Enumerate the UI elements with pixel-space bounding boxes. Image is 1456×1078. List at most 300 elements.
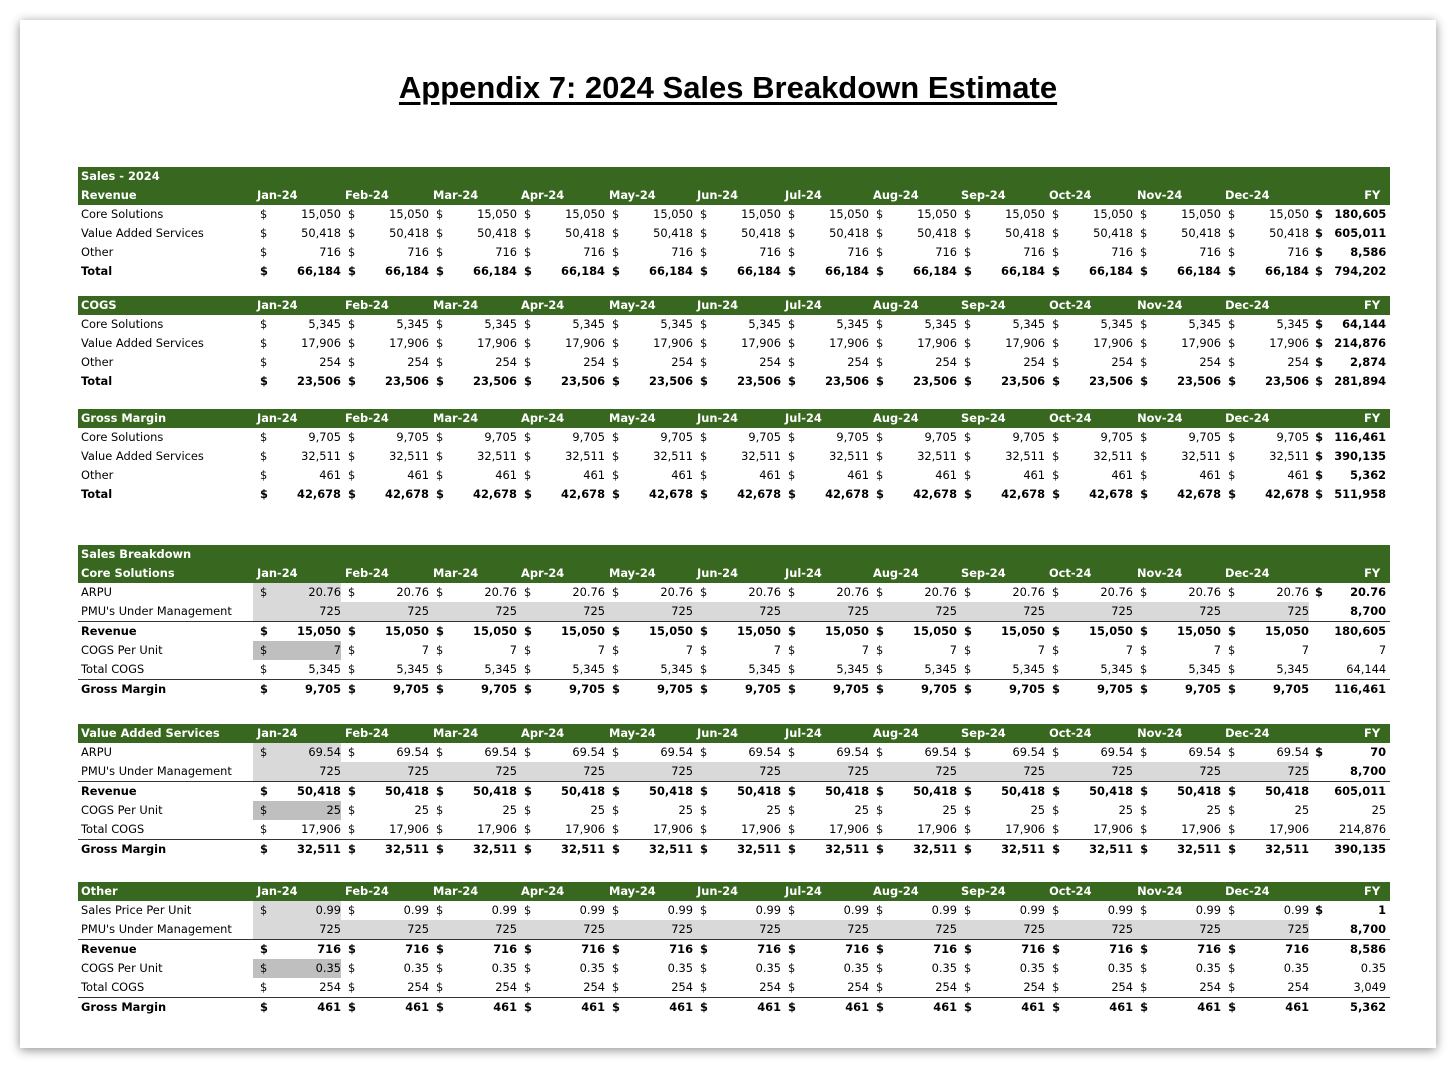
cell-value: 32,511 xyxy=(649,842,694,856)
currency-symbol: $ xyxy=(253,901,267,920)
cell-value: 716 xyxy=(619,940,693,960)
section-title: Core Solutions xyxy=(78,564,253,583)
cell-value: 5,345 xyxy=(355,660,429,680)
currency-symbol: $ xyxy=(524,1000,532,1014)
currency-symbol xyxy=(429,602,443,622)
month-header-jun-24: Jun-24 xyxy=(693,409,781,428)
currency-symbol: $ xyxy=(260,317,268,331)
currency-symbol: $ xyxy=(781,820,795,840)
currency-symbol: $ xyxy=(964,842,972,856)
currency-symbol: $ xyxy=(1045,660,1059,680)
cell-value: 716 xyxy=(883,940,957,960)
currency-symbol: $ xyxy=(1140,682,1148,696)
currency-symbol: $ xyxy=(260,682,268,696)
fy-total: 8,586 xyxy=(1323,940,1390,960)
cell-value: 15,050 xyxy=(1181,207,1221,221)
currency-symbol: $ xyxy=(700,961,708,975)
row-label: Value Added Services xyxy=(81,226,204,240)
currency-symbol: $ xyxy=(436,745,444,759)
currency-symbol xyxy=(429,762,443,782)
currency-symbol: $ xyxy=(1133,782,1147,802)
currency-symbol: $ xyxy=(964,336,972,350)
currency-symbol: $ xyxy=(788,336,796,350)
cell-value: 461 xyxy=(1109,1000,1134,1014)
cell-value: 0.99 xyxy=(1107,903,1134,917)
currency-symbol: $ xyxy=(1052,264,1060,278)
row-label: Other xyxy=(81,245,114,259)
currency-symbol: $ xyxy=(348,449,356,463)
cell-value: 17,906 xyxy=(355,820,429,840)
cell-value: 25 xyxy=(1030,803,1046,817)
cell-value: 716 xyxy=(1287,245,1309,259)
currency-symbol xyxy=(781,762,795,782)
cell-value: 5,345 xyxy=(1012,317,1046,331)
currency-symbol: $ xyxy=(436,468,444,482)
currency-symbol: $ xyxy=(524,842,532,856)
currency-symbol xyxy=(781,920,795,940)
cell-value: 254 xyxy=(935,355,958,369)
cell-value: 0.99 xyxy=(491,903,517,917)
cell-value: 17,906 xyxy=(565,336,606,350)
cell-value: 5,345 xyxy=(396,317,429,331)
month-header-nov-24: Nov-24 xyxy=(1133,409,1221,428)
currency-symbol: $ xyxy=(524,355,532,369)
currency-symbol: $ xyxy=(436,903,444,917)
currency-symbol: $ xyxy=(957,660,971,680)
cell-value: 32,511 xyxy=(477,449,517,463)
cell-value: 725 xyxy=(707,920,781,940)
currency-symbol: $ xyxy=(524,449,532,463)
cell-value: 254 xyxy=(671,355,694,369)
currency-symbol: $ xyxy=(1052,682,1060,696)
currency-symbol xyxy=(1133,602,1147,622)
cell-value: 69.54 xyxy=(748,745,782,759)
currency-symbol: $ xyxy=(253,978,267,998)
currency-symbol: $ xyxy=(253,743,267,762)
currency-symbol: $ xyxy=(788,355,796,369)
cell-value: 9,705 xyxy=(1276,430,1310,444)
cell-value: 5,345 xyxy=(748,317,782,331)
cell-value: 7 xyxy=(267,641,341,660)
currency-symbol: $ xyxy=(1140,317,1148,331)
cell-value: 716 xyxy=(583,245,605,259)
currency-symbol: $ xyxy=(429,622,443,642)
cell-value: 254 xyxy=(1287,355,1310,369)
month-header-aug-24: Aug-24 xyxy=(869,296,957,315)
fy-currency-symbol xyxy=(1309,622,1323,642)
cell-value: 20.76 xyxy=(924,585,957,599)
currency-symbol xyxy=(693,602,707,622)
currency-symbol: $ xyxy=(1228,226,1236,240)
currency-symbol: $ xyxy=(693,782,707,802)
month-header-jul-24: Jul-24 xyxy=(781,296,869,315)
cell-value: 0.35 xyxy=(1283,961,1310,975)
table-row xyxy=(78,901,1390,920)
currency-symbol: $ xyxy=(517,622,531,642)
currency-symbol: $ xyxy=(260,1000,268,1014)
currency-symbol: $ xyxy=(260,842,268,856)
currency-symbol: $ xyxy=(693,940,707,960)
currency-symbol: $ xyxy=(1140,449,1148,463)
currency-symbol: $ xyxy=(1221,820,1235,840)
cell-value: 9,705 xyxy=(656,682,693,696)
currency-symbol: $ xyxy=(1052,643,1060,657)
cell-value: 69.54 xyxy=(1188,745,1222,759)
fy-total: 180,605 xyxy=(1334,207,1387,221)
cell-value: 23,506 xyxy=(913,374,958,388)
table-row xyxy=(78,940,1390,960)
cell-value: 50,418 xyxy=(883,782,957,802)
cell-value: 725 xyxy=(619,602,693,622)
currency-symbol: $ xyxy=(436,355,444,369)
currency-symbol: $ xyxy=(1045,978,1059,998)
currency-symbol: $ xyxy=(1052,207,1060,221)
cell-value: 42,678 xyxy=(297,487,341,501)
cell-value: 461 xyxy=(407,468,429,482)
currency-symbol: $ xyxy=(788,449,796,463)
cell-value: 5,345 xyxy=(267,660,341,680)
fy-total: 214,876 xyxy=(1334,336,1387,350)
cell-value: 5,345 xyxy=(484,317,517,331)
currency-symbol: $ xyxy=(781,782,795,802)
cell-value: 15,050 xyxy=(301,207,341,221)
cell-value: 50,418 xyxy=(1147,782,1221,802)
table-row xyxy=(78,801,1390,820)
cell-value: 9,705 xyxy=(480,682,517,696)
cell-value: 461 xyxy=(1287,468,1310,482)
cell-value: 66,184 xyxy=(737,264,781,278)
currency-symbol: $ xyxy=(260,207,268,221)
cell-value: 461 xyxy=(1197,1000,1222,1014)
table-row xyxy=(78,680,1390,700)
currency-symbol xyxy=(957,762,971,782)
cell-value: 69.54 xyxy=(396,745,429,759)
month-header-oct-24: Oct-24 xyxy=(1045,882,1133,901)
cogs-table xyxy=(78,296,1390,391)
cell-value: 0.35 xyxy=(1019,961,1046,975)
cell-value: 9,705 xyxy=(1272,682,1309,696)
page-title: Appendix 7: 2024 Sales Breakdown Estimate xyxy=(398,70,1058,105)
fy-total: 214,876 xyxy=(1323,820,1390,840)
group-title: Sales Breakdown xyxy=(78,545,1390,564)
cell-value: 254 xyxy=(971,978,1045,998)
cell-value: 254 xyxy=(1059,978,1133,998)
cell-value: 725 xyxy=(1059,920,1133,940)
cell-value: 9,705 xyxy=(1096,682,1133,696)
month-header-feb-24: Feb-24 xyxy=(341,186,429,205)
fy-currency-symbol xyxy=(1309,940,1323,960)
currency-symbol: $ xyxy=(964,449,972,463)
currency-symbol: $ xyxy=(781,978,795,998)
cell-value: 0.99 xyxy=(843,903,870,917)
currency-symbol: $ xyxy=(436,264,444,278)
cell-value: 17,906 xyxy=(531,820,605,840)
currency-symbol: $ xyxy=(260,468,268,482)
currency-symbol: $ xyxy=(869,782,883,802)
cell-value: 725 xyxy=(355,762,429,782)
currency-symbol: $ xyxy=(781,940,795,960)
cell-value: 32,511 xyxy=(1265,842,1310,856)
currency-symbol: $ xyxy=(1140,745,1148,759)
cell-value: 15,050 xyxy=(267,622,341,642)
currency-symbol: $ xyxy=(876,842,884,856)
currency-symbol: $ xyxy=(869,820,883,840)
table-row xyxy=(78,782,1390,802)
currency-symbol: $ xyxy=(876,264,884,278)
month-header-feb-24: Feb-24 xyxy=(341,882,429,901)
currency-symbol: $ xyxy=(700,336,708,350)
currency-symbol: $ xyxy=(1052,245,1060,259)
currency-symbol: $ xyxy=(524,643,532,657)
month-header-sep-24: Sep-24 xyxy=(957,882,1045,901)
currency-symbol: $ xyxy=(1140,264,1148,278)
cell-value: 17,906 xyxy=(1269,336,1310,350)
cell-value: 15,050 xyxy=(443,622,517,642)
cell-value: 32,511 xyxy=(301,449,341,463)
currency-symbol: $ xyxy=(260,336,268,350)
currency-symbol: $ xyxy=(964,585,972,599)
fy-currency-symbol xyxy=(1309,762,1323,782)
currency-symbol: $ xyxy=(788,585,796,599)
currency-symbol: $ xyxy=(876,682,884,696)
row-label: Gross Margin xyxy=(81,1000,167,1014)
currency-symbol: $ xyxy=(429,978,443,998)
cell-value: 66,184 xyxy=(385,264,429,278)
currency-symbol: $ xyxy=(876,317,884,331)
currency-symbol: $ xyxy=(1140,374,1148,388)
currency-symbol xyxy=(341,762,355,782)
currency-symbol: $ xyxy=(1221,782,1235,802)
currency-symbol: $ xyxy=(964,430,972,444)
currency-symbol: $ xyxy=(348,745,356,759)
cell-value: 42,678 xyxy=(385,487,429,501)
currency-symbol: $ xyxy=(253,820,267,840)
cell-value: 15,050 xyxy=(829,207,869,221)
currency-symbol: $ xyxy=(700,226,708,240)
cell-value: 725 xyxy=(267,920,341,940)
cell-value: 5,345 xyxy=(660,317,694,331)
cell-value: 9,705 xyxy=(1012,430,1046,444)
cell-value: 254 xyxy=(267,978,341,998)
cell-value: 461 xyxy=(669,1000,694,1014)
cell-value: 716 xyxy=(759,245,781,259)
currency-symbol: $ xyxy=(700,1000,708,1014)
currency-symbol: $ xyxy=(348,585,356,599)
month-header-oct-24: Oct-24 xyxy=(1045,724,1133,743)
currency-symbol: $ xyxy=(1052,842,1060,856)
currency-symbol: $ xyxy=(612,430,620,444)
cell-value: 0.35 xyxy=(403,961,429,975)
cell-value: 9,705 xyxy=(484,430,517,444)
group-title: Sales - 2024 xyxy=(78,167,1390,186)
cell-value: 254 xyxy=(847,355,870,369)
cell-value: 25 xyxy=(267,801,341,820)
cell-value: 23,506 xyxy=(561,374,606,388)
cell-value: 32,511 xyxy=(1269,449,1310,463)
cell-value: 32,511 xyxy=(825,842,870,856)
cell-value: 0.99 xyxy=(755,903,782,917)
document-page xyxy=(20,20,1436,1048)
currency-symbol: $ xyxy=(348,317,356,331)
currency-symbol: $ xyxy=(612,317,620,331)
cell-value: 254 xyxy=(1147,978,1221,998)
cell-value: 15,050 xyxy=(1093,207,1133,221)
fy-currency-symbol xyxy=(1309,660,1323,680)
cell-value: 461 xyxy=(495,468,517,482)
month-header-feb-24: Feb-24 xyxy=(341,296,429,315)
cell-value: 0.35 xyxy=(267,959,341,978)
currency-symbol: $ xyxy=(1228,903,1236,917)
currency-symbol: $ xyxy=(605,782,619,802)
cell-value: 7 xyxy=(1125,643,1133,657)
currency-symbol: $ xyxy=(788,643,796,657)
currency-symbol: $ xyxy=(612,207,620,221)
currency-symbol: $ xyxy=(1140,487,1148,501)
row-label: Total COGS xyxy=(78,660,253,680)
currency-symbol: $ xyxy=(876,226,884,240)
cell-value: 0.99 xyxy=(1195,903,1222,917)
cell-value: 23,506 xyxy=(1001,374,1046,388)
month-header-feb-24: Feb-24 xyxy=(341,724,429,743)
currency-symbol: $ xyxy=(1052,1000,1060,1014)
month-header-sep-24: Sep-24 xyxy=(957,724,1045,743)
month-header-nov-24: Nov-24 xyxy=(1133,296,1221,315)
currency-symbol: $ xyxy=(700,903,708,917)
table-row xyxy=(78,262,1390,281)
currency-symbol: $ xyxy=(436,430,444,444)
currency-symbol: $ xyxy=(436,803,444,817)
currency-symbol: $ xyxy=(253,801,267,820)
table-row xyxy=(78,920,1390,940)
row-label: ARPU xyxy=(81,585,112,599)
currency-symbol: $ xyxy=(1228,449,1236,463)
currency-symbol: $ xyxy=(612,449,620,463)
table-row xyxy=(78,743,1390,762)
currency-symbol: $ xyxy=(1052,317,1060,331)
cell-value: 50,418 xyxy=(1235,782,1309,802)
cell-value: 5,345 xyxy=(924,317,958,331)
currency-symbol: $ xyxy=(524,336,532,350)
currency-symbol: $ xyxy=(788,374,796,388)
fy-total: 3,049 xyxy=(1323,978,1390,998)
month-header-jul-24: Jul-24 xyxy=(781,564,869,583)
currency-symbol xyxy=(693,762,707,782)
other-breakdown-table xyxy=(78,882,1390,1017)
cell-value: 0.99 xyxy=(931,903,958,917)
currency-symbol: $ xyxy=(876,903,884,917)
currency-symbol: $ xyxy=(436,245,444,259)
fy-currency-symbol xyxy=(1309,978,1323,998)
cell-value: 32,511 xyxy=(741,449,782,463)
cell-value: 9,705 xyxy=(1100,430,1134,444)
currency-symbol: $ xyxy=(1228,585,1236,599)
cell-value: 17,906 xyxy=(917,336,958,350)
currency-symbol: $ xyxy=(436,487,444,501)
currency-symbol: $ xyxy=(612,643,620,657)
cell-value: 17,906 xyxy=(707,820,781,840)
table-row xyxy=(78,428,1390,447)
cell-value: 69.54 xyxy=(267,743,341,762)
cell-value: 25 xyxy=(766,803,782,817)
currency-symbol: $ xyxy=(964,245,972,259)
currency-symbol: $ xyxy=(348,682,356,696)
cell-value: 15,050 xyxy=(795,622,869,642)
cell-value: 254 xyxy=(443,978,517,998)
currency-symbol: $ xyxy=(253,583,267,602)
month-header-sep-24: Sep-24 xyxy=(957,186,1045,205)
cell-value: 254 xyxy=(1235,978,1309,998)
cell-value: 716 xyxy=(1199,245,1221,259)
currency-symbol: $ xyxy=(1140,226,1148,240)
cell-value: 20.76 xyxy=(1276,585,1309,599)
table-column-header xyxy=(78,882,1390,901)
currency-symbol: $ xyxy=(612,468,620,482)
currency-symbol: $ xyxy=(700,643,708,657)
currency-symbol: $ xyxy=(429,940,443,960)
cell-value: 725 xyxy=(883,762,957,782)
month-header-jan-24: Jan-24 xyxy=(253,724,341,743)
cell-value: 254 xyxy=(707,978,781,998)
cell-value: 461 xyxy=(847,468,870,482)
cell-value: 17,906 xyxy=(795,820,869,840)
cell-value: 15,050 xyxy=(971,622,1045,642)
currency-symbol: $ xyxy=(348,842,356,856)
table-row xyxy=(78,978,1390,998)
cell-value: 42,678 xyxy=(1177,487,1222,501)
cell-value: 716 xyxy=(795,940,869,960)
currency-symbol: $ xyxy=(260,226,268,240)
cell-value: 20.76 xyxy=(748,585,781,599)
currency-symbol: $ xyxy=(524,207,532,221)
currency-symbol xyxy=(605,602,619,622)
cell-value: 32,511 xyxy=(913,842,958,856)
currency-symbol: $ xyxy=(348,207,356,221)
currency-symbol: $ xyxy=(348,264,356,278)
currency-symbol: $ xyxy=(517,940,531,960)
cell-value: 725 xyxy=(531,920,605,940)
month-header-aug-24: Aug-24 xyxy=(869,409,957,428)
currency-symbol: $ xyxy=(524,430,532,444)
currency-symbol: $ xyxy=(1221,978,1235,998)
currency-symbol: $ xyxy=(1052,336,1060,350)
fy-currency-symbol xyxy=(1309,801,1323,820)
section-title: Value Added Services xyxy=(78,724,253,743)
cell-value: 23,506 xyxy=(1265,374,1310,388)
cell-value: 9,705 xyxy=(660,430,694,444)
row-label: PMU's Under Management xyxy=(81,922,232,936)
currency-symbol: $ xyxy=(348,430,356,444)
currency-symbol: $ xyxy=(1052,374,1060,388)
cell-value: 716 xyxy=(671,245,693,259)
cell-value: 0.99 xyxy=(1019,903,1046,917)
cell-value: 50,418 xyxy=(355,782,429,802)
month-header-apr-24: Apr-24 xyxy=(517,724,605,743)
month-header-may-24: May-24 xyxy=(605,296,693,315)
row-label: Revenue xyxy=(78,940,253,960)
currency-symbol: $ xyxy=(524,226,532,240)
cell-value: 15,050 xyxy=(741,207,781,221)
currency-symbol: $ xyxy=(429,820,443,840)
cell-value: 15,050 xyxy=(477,207,517,221)
month-header-dec-24: Dec-24 xyxy=(1221,882,1309,901)
fy-currency-symbol: $ xyxy=(1315,487,1324,501)
currency-symbol: $ xyxy=(348,961,356,975)
currency-symbol: $ xyxy=(348,643,356,657)
currency-symbol: $ xyxy=(605,940,619,960)
cell-value: 25 xyxy=(502,803,517,817)
currency-symbol: $ xyxy=(788,487,796,501)
cell-value: 15,050 xyxy=(619,622,693,642)
